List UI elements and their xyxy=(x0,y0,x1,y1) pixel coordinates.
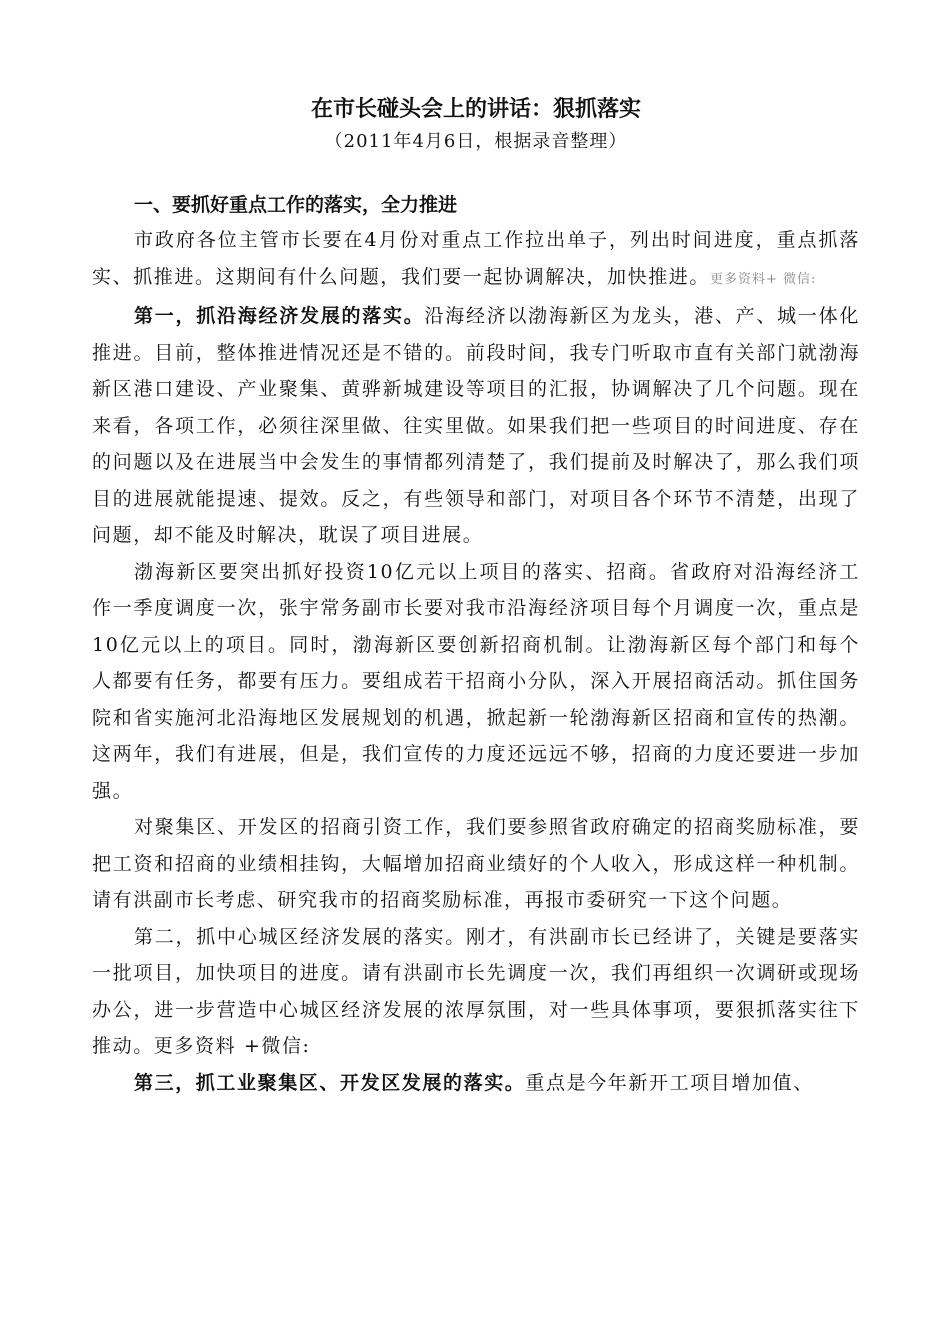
document-title: 在市长碰头会上的讲话：狠抓落实 xyxy=(310,96,641,122)
paragraph-2-text: 沿海经济以渤海新区为龙头，港、产、城一体化推进。目前，整体推进情况还是不错的。前段时间，我专门听取市直有关部门就渤海新区港口建设、产业聚集、黄骅新城建设等项目的汇报，协调解决了几个问题。现在来看，各项工作，必须往深里做、往实里做。如果我们把一些项目的时间进度、存在的问题以及在进展当中会发生的事情都列清楚了，我们提前及时解决了，那么我们项目的进展就能提速、提效。反之，有些领导和部门，对项目各个环节不清楚，出现了问题，却不能及时解决，耽误了项目进展。 xyxy=(92,305,860,546)
paragraph-3: 渤海新区要突出抓好投资10亿元以上项目的落实、招商。省政府对沿海经济工作一季度调度一次，张宇常务副市长要对我市沿海经济项目每个月调度一次，重点是10亿元以上的项目。同时，渤海新区要创新招商机制。让渤海新区每个部门和每个人都要有任务，都要有压力。要组成若干招商小分队，深入开展招商活动。抓住国务院和省实施河北沿海地区发展规划的机遇，掀起新一轮渤海新区招商和宣传的热潮。这两年，我们有进展，但是，我们宣传的力度还远远不够，招商的力度还要进一步加强。 xyxy=(92,560,860,802)
paragraph-5: 第二，抓中心城区经济发展的落实。刚才，有洪副市长已经讲了，关键是要落实一批项目，加快项目的进度。请有洪副市长先调度一次，我们再组织一次调研或现场办公，进一步营造中心城区经济发展的浓厚氛围，对一些具体事项，要狠抓落实往下推动。更多资料 +微信: xyxy=(92,925,860,1057)
paragraph-1-text: 市政府各位主管市长要在4月份对重点工作拉出单子，列出时间进度，重点抓落实、抓推进。这期间有什么问题，我们要一起协调解决，加快推进。 xyxy=(92,229,860,288)
paragraph-6 xyxy=(92,1065,860,1102)
document-subtitle: （2011年4月6日，根据录音整理） xyxy=(324,131,628,152)
paragraph-4: 对聚集区、开发区的招商引资工作，我们要参照省政府确定的招商奖励标准，要把工资和招商的业绩相挂钩，大幅增加招商业绩好的个人收入，形成这样一种机制。请有洪副市长考虑、研究我市的招商奖励标准，再报市委研究一下这个问题。 xyxy=(92,816,860,911)
paragraph-6-lead: 第三，抓工业聚集区、开发区发展的落实。 xyxy=(134,1071,526,1094)
watermark-note: 更多资料+ 微信: xyxy=(710,271,817,287)
paragraph-2 xyxy=(92,298,860,554)
paragraph-6-text: 重点是今年新开工项目增加值、 xyxy=(525,1071,814,1094)
paragraph-2-lead: 第一，抓沿海经济发展的落实。 xyxy=(134,305,425,327)
paragraph-1 xyxy=(92,222,860,298)
section-heading-1: 一、要抓好重点工作的落实，全力推进 xyxy=(134,194,458,216)
document-page xyxy=(92,92,860,1101)
